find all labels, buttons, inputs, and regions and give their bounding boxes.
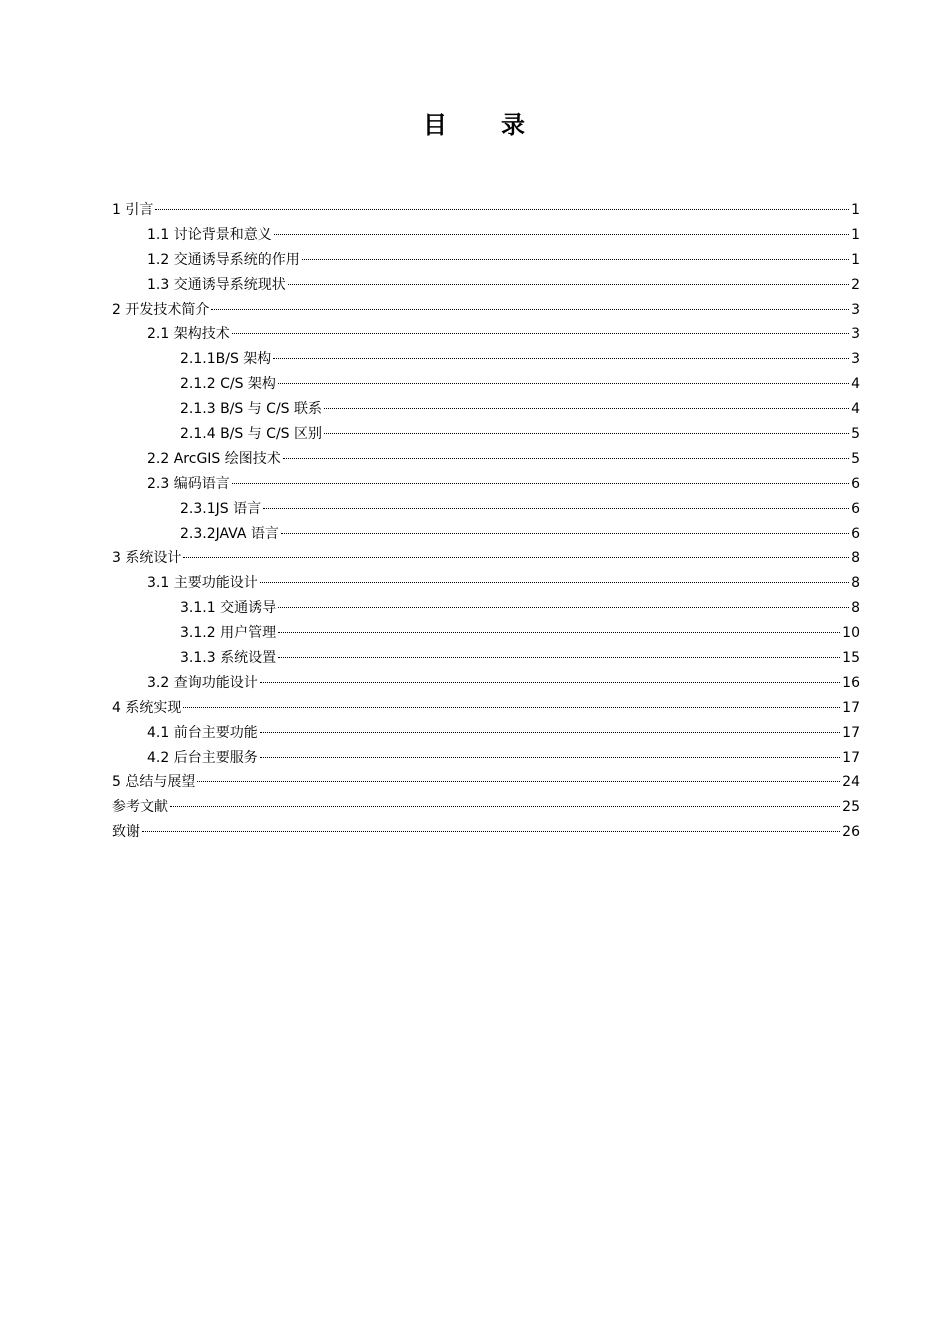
toc-dot-leader: [170, 806, 840, 807]
toc-dot-leader: [288, 284, 849, 285]
toc-entry[interactable]: [112, 273, 860, 298]
toc-heading: 目 录: [423, 111, 527, 139]
toc-entry[interactable]: [112, 372, 860, 397]
toc-dot-leader: [260, 757, 840, 758]
toc-page-number: 5: [851, 426, 860, 443]
toc-dot-leader: [278, 632, 840, 633]
toc-entry[interactable]: [112, 746, 860, 771]
toc-page-number: 1: [851, 226, 860, 243]
toc-entry-label: 4 系统实现: [112, 699, 182, 716]
toc-dot-leader: [263, 508, 849, 509]
toc-entry-label: 2.1 架构技术: [147, 326, 230, 343]
toc-entry-label: 2 开发技术简介: [112, 301, 210, 318]
toc-dot-leader: [273, 358, 849, 359]
toc-entry[interactable]: [112, 198, 860, 223]
toc-entry-label: 3.1 主要功能设计: [147, 575, 258, 592]
toc-entry[interactable]: [112, 347, 860, 372]
toc-entry-label: 3 系统设计: [112, 550, 182, 567]
toc-entry[interactable]: [112, 646, 860, 671]
toc-dot-leader: [281, 533, 849, 534]
toc-dot-leader: [260, 732, 840, 733]
toc-entry[interactable]: [112, 820, 860, 845]
toc-entry[interactable]: [112, 721, 860, 746]
toc-entry-label: 2.1.1B/S 架构: [180, 351, 272, 368]
toc-dot-leader: [260, 582, 849, 583]
toc-entry-label: 1.1 讨论背景和意义: [147, 226, 272, 243]
toc-entry[interactable]: [112, 447, 860, 472]
toc-page-number: 24: [842, 774, 860, 791]
toc-entry-label: 2.3.2JAVA 语言: [180, 525, 279, 542]
toc-page-number: 5: [851, 450, 860, 467]
toc-entry-label: 2.3 编码语言: [147, 475, 230, 492]
toc-page-number: 15: [842, 650, 860, 667]
toc-page-number: 4: [851, 376, 860, 393]
toc-entry[interactable]: [112, 497, 860, 522]
toc-dot-leader: [274, 234, 849, 235]
toc-entry-label: 2.3.1JS 语言: [180, 500, 262, 517]
toc-page-number: 3: [851, 326, 860, 343]
toc-entry[interactable]: [112, 472, 860, 497]
toc-entry[interactable]: [112, 795, 860, 820]
toc-dot-leader: [155, 209, 849, 210]
toc-entry[interactable]: [112, 422, 860, 447]
toc-dot-leader: [232, 483, 849, 484]
toc-entry[interactable]: [112, 298, 860, 323]
toc-entry-label: 1 引言: [112, 202, 154, 218]
toc-dot-leader: [142, 831, 840, 832]
toc-entry[interactable]: [112, 621, 860, 646]
toc-entry-label: 3.1.2 用户管理: [180, 625, 277, 642]
toc-page-number: 8: [851, 550, 860, 567]
toc-dot-leader: [183, 557, 849, 558]
toc-dot-leader: [278, 657, 840, 658]
toc-page-number: 2: [851, 276, 860, 293]
toc-dot-leader: [183, 707, 840, 708]
toc-page-number: 16: [842, 674, 860, 691]
toc-entry[interactable]: [112, 248, 860, 273]
toc-page-number: 4: [851, 401, 860, 418]
toc-entry[interactable]: [112, 671, 860, 696]
toc-entry[interactable]: [112, 522, 860, 547]
toc-entry[interactable]: [112, 546, 860, 571]
toc-dot-leader: [324, 433, 849, 434]
toc-entry[interactable]: [112, 223, 860, 248]
toc-page-number: 6: [851, 500, 860, 517]
toc-entry[interactable]: [112, 397, 860, 422]
toc-dot-leader: [197, 781, 840, 782]
toc-entry-label: 参考文献: [112, 799, 168, 816]
toc-entry-label: 2.1.2 C/S 架构: [180, 376, 276, 393]
toc-page-number: 8: [851, 575, 860, 592]
toc-page-number: 3: [851, 351, 860, 368]
toc-page-number: 1: [851, 251, 860, 268]
toc-page-number: 17: [842, 699, 860, 716]
toc-dot-leader: [283, 458, 849, 459]
toc-entry[interactable]: [112, 596, 860, 621]
toc-page-number: 8: [851, 600, 860, 617]
toc-page-number: 3: [851, 301, 860, 318]
toc-entry-label: 4.1 前台主要功能: [147, 724, 258, 741]
toc-entry-label: 2.2 ArcGIS 绘图技术: [147, 450, 281, 467]
toc-page-number: 1: [851, 202, 860, 218]
toc-entry-label: 4.2 后台主要服务: [147, 749, 258, 766]
toc-page-number: 17: [842, 724, 860, 741]
toc-dot-leader: [278, 607, 849, 608]
toc-dot-leader: [260, 682, 840, 683]
toc-page-number: 10: [842, 625, 860, 642]
toc-entry[interactable]: [112, 322, 860, 347]
toc-page-number: 17: [842, 749, 860, 766]
toc-dot-leader: [302, 259, 849, 260]
toc-entry-label: 致谢: [112, 824, 140, 841]
toc-entry-label: 1.3 交通诱导系统现状: [147, 276, 286, 293]
toc-page-number: 26: [842, 824, 860, 841]
toc-entry-label: 5 总结与展望: [112, 774, 196, 791]
toc-entry-label: 3.1.3 系统设置: [180, 650, 277, 667]
toc-page-number: 25: [842, 799, 860, 816]
toc-entry[interactable]: [112, 696, 860, 721]
toc-entry-label: 2.1.4 B/S 与 C/S 区别: [180, 426, 323, 443]
toc-page-number: 6: [851, 475, 860, 492]
toc-dot-leader: [232, 333, 849, 334]
toc-entry-label: 3.2 查询功能设计: [147, 674, 258, 691]
table-of-contents: [112, 198, 860, 845]
toc-dot-leader: [211, 309, 849, 310]
toc-entry[interactable]: [112, 571, 860, 596]
toc-entry[interactable]: [112, 770, 860, 795]
toc-dot-leader: [278, 383, 849, 384]
toc-entry-label: 2.1.3 B/S 与 C/S 联系: [180, 401, 323, 418]
toc-dot-leader: [324, 408, 849, 409]
toc-page-number: 6: [851, 525, 860, 542]
toc-entry-label: 1.2 交通诱导系统的作用: [147, 251, 300, 268]
toc-entry-label: 3.1.1 交通诱导: [180, 600, 277, 617]
